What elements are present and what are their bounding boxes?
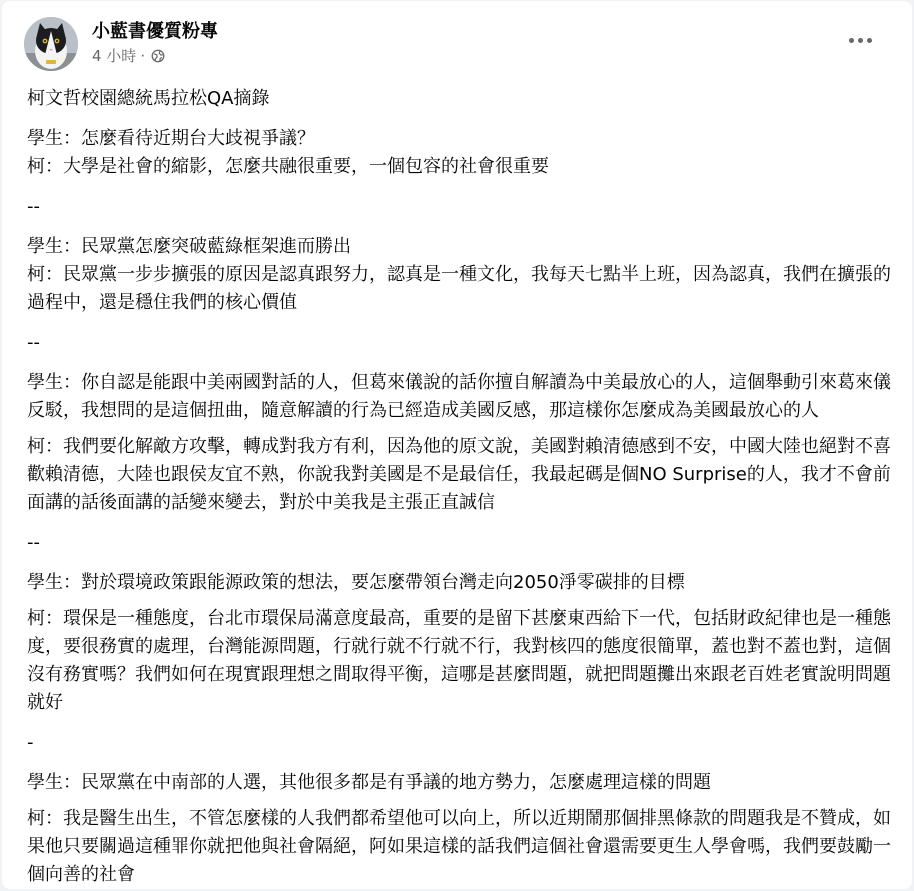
post-paragraph: 學生：對於環境政策跟能源政策的想法，要怎麼帶領台灣走向2050淨零碳排的目標 bbox=[27, 572, 685, 593]
globe-icon[interactable] bbox=[151, 49, 165, 63]
page-name[interactable]: 小藍書優質粉專 bbox=[92, 21, 218, 42]
post-divider: -- bbox=[27, 332, 40, 353]
post-paragraph: 學生：民眾黨在中南部的人選，其他很多都是有爭議的地方勢力，怎麼處理這樣的問題 bbox=[27, 772, 711, 793]
post-meta bbox=[92, 19, 218, 67]
more-options-icon bbox=[849, 38, 854, 43]
post-divider: -- bbox=[27, 196, 40, 217]
post-header bbox=[24, 17, 894, 75]
post-divider: -- bbox=[27, 532, 40, 553]
meta-separator: · bbox=[140, 47, 146, 65]
post-divider: - bbox=[27, 732, 34, 753]
avatar[interactable] bbox=[24, 17, 78, 71]
post-subline bbox=[92, 45, 218, 67]
cat-avatar-icon bbox=[24, 17, 78, 71]
post-paragraph: 學生：怎麼看待近期台大歧視爭議？ 柯：大學是社會的縮影，怎麼共融很重要，一個包容的社會很重要 bbox=[27, 128, 549, 177]
post-paragraph: 柯：環保是一種態度，台北市環保局滿意度最高，重要的是留下甚麼東西給下一代，包括財政紀律也是一種態度，要很務實的處理，台灣能源問題，行就行就不行就不行，我對核四的態度很簡單，蓋也對不蓋也對，這個沒有務實嗎？我們如何在現實跟理想之間取得平衡，這哪是甚麼問題，就把問題攤出來跟老百姓老實說明問題就好 bbox=[27, 608, 891, 713]
post-paragraph: 學生：你自認是能跟中美兩國對話的人，但葛來儀說的話你擅自解讀為中美最放心的人，這個舉動引來葛來儀反駁，我想問的是這個扭曲，隨意解讀的行為已經造成美國反感，那這樣你怎麼成為美國最放心的人 bbox=[27, 372, 891, 421]
post-paragraph: 學生：民眾黨怎麼突破藍綠框架進而勝出 柯：民眾黨一步步擴張的原因是認真跟努力，認真是一種文化，我每天七點半上班，因為認真，我們在擴張的過程中，還是穩住我們的核心價值 bbox=[27, 236, 891, 313]
more-options-icon bbox=[867, 38, 872, 43]
post-paragraph: 柯：我們要化解敵方攻擊，轉成對我方有利，因為他的原文說，美國對賴清德感到不安，中國大陸也絕對不喜歡賴清德，大陸也跟侯友宜不熟，你說我對美國是不是最信任，我最起碼是個NO Surprise的人，我才不會前面講的話後面講的話變來變去，對於中美我是主張正直誠信 bbox=[27, 436, 891, 513]
post-card bbox=[2, 1, 912, 889]
more-options-button[interactable] bbox=[842, 27, 878, 53]
more-options-icon bbox=[858, 38, 863, 43]
post-paragraph: 柯：我是醫生出生，不管怎麼樣的人我們都希望他可以向上，所以近期鬧那個排黑條款的問題我是不贊成，如果他只要關過這種罪你就把他與社會隔絕，阿如果這樣的話我們這個社會還需要更生人學會嗎，我們要鼓勵一個向善的社會 bbox=[27, 808, 891, 885]
post-body bbox=[27, 85, 893, 889]
post-time[interactable]: 4 小時 bbox=[92, 47, 137, 65]
post-title: 柯文哲校園總統馬拉松QA摘錄 bbox=[27, 88, 270, 109]
